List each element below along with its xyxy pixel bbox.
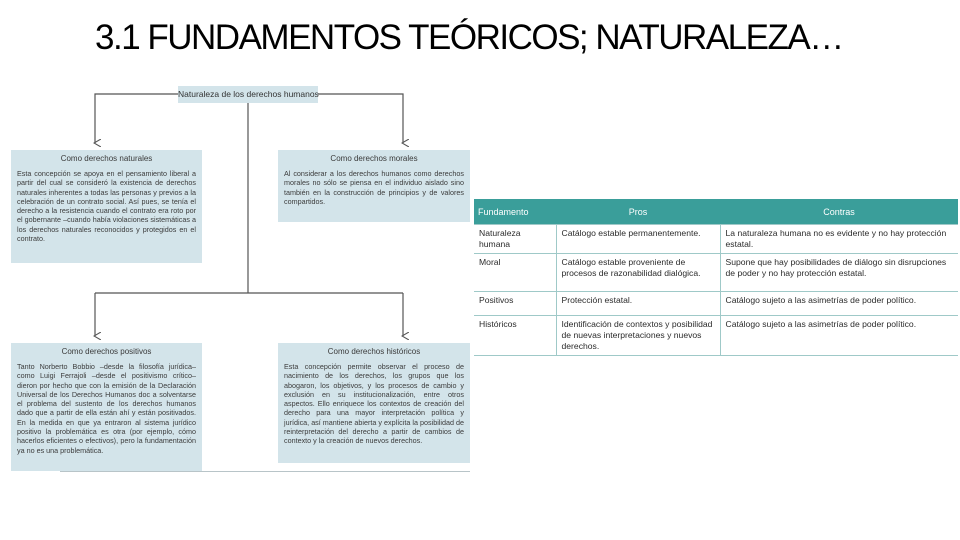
table-cell: Identificación de contextos y posibilidad de nuevas interpretaciones y nuevos derechos. bbox=[556, 316, 720, 356]
table-row bbox=[474, 225, 958, 254]
table-header: Contras bbox=[720, 199, 958, 225]
node-historical-rights bbox=[278, 343, 470, 463]
table-cell: La naturaleza humana no es evidente y no hay protección estatal. bbox=[720, 225, 958, 254]
table-cell: Catálogo estable permanentemente. bbox=[556, 225, 720, 254]
table-cell: Catálogo sujeto a las asimetrías de poder político. bbox=[720, 316, 958, 356]
divider-line bbox=[60, 471, 470, 472]
table-cell: Históricos bbox=[474, 316, 556, 356]
connector-right-top bbox=[318, 94, 403, 143]
node-text: Esta concepción permite observar el proceso de nacimiento de los derechos, los grupos que los abogaron, los objetivos, y los procesos de cambio y exclusión en su institucionalización, entre otros aspectos. Ello enriquece los contextos de creación del derecho para una mayor interpretación política y jurídica, así mantiene abierta y explícita la posibilidad de reinterpretación del derecho a partir de cambios de contexto y la creación de nuevos derechos. bbox=[284, 362, 464, 446]
node-moral-rights bbox=[278, 150, 470, 222]
comparison-table bbox=[474, 199, 958, 356]
node-heading: Como derechos positivos bbox=[61, 347, 152, 356]
slide-title: 3.1 FUNDAMENTOS TEÓRICOS; NATURALEZA… bbox=[95, 18, 843, 57]
table-header-row bbox=[474, 199, 958, 225]
table-cell: Naturaleza humana bbox=[474, 225, 556, 254]
diagram-root-node: Naturaleza de los derechos humanos bbox=[178, 86, 318, 103]
connector-left-top bbox=[95, 94, 178, 143]
node-natural-rights bbox=[11, 150, 202, 263]
table-cell: Supone que hay posibilidades de diálogo sin disrupciones de poder y no hay protección estatal. bbox=[720, 254, 958, 292]
table-cell: Catálogo sujeto a las asimetrías de poder político. bbox=[720, 292, 958, 316]
table-cell: Protección estatal. bbox=[556, 292, 720, 316]
table-cell: Positivos bbox=[474, 292, 556, 316]
node-heading: Como derechos históricos bbox=[327, 347, 421, 356]
table-row bbox=[474, 292, 958, 316]
table-row bbox=[474, 316, 958, 356]
table-header: Pros bbox=[556, 199, 720, 225]
table-cell: Catálogo estable proveniente de procesos de razonabilidad dialógica. bbox=[556, 254, 720, 292]
node-text: Tanto Norberto Bobbio –desde la filosofía jurídica– como Luigi Ferrajoli –desde el positivismo crítico– dieron por hecho que con la emisión de la Declaración Universal de los Derechos Humanos doc a solventarse el problema del sustento de los derechos humanos dado que a partir de ella están ahí y están positivados. En la medida en que ya entraron al sistema jurídico positivo la problemática es otra (por ejemplo, cómo hacerlos eficientes o efectivos), pero la fundamentación ya no es una problemática. bbox=[17, 362, 196, 455]
node-heading: Como derechos morales bbox=[330, 154, 418, 163]
comparison-table-wrapper bbox=[474, 199, 958, 356]
table-row bbox=[474, 254, 958, 292]
node-text: Esta concepción se apoya en el pensamiento liberal a partir del cual se consideró la existencia de derechos naturales inherentes a todas las personas y previos a la celebración de un contrato social. Así pues, se tenía el derecho a la resistencia cuando el contrato era roto por el gobernante –cuando había violaciones sistemáticas a los derechos naturales reconocidos y protegidos en el contrato. bbox=[17, 169, 196, 244]
node-text: Al considerar a los derechos humanos como derechos morales no sólo se piensa en el individuo aislado sino también en la construcción de principios y de valores compartidos. bbox=[284, 169, 464, 206]
node-positive-rights bbox=[11, 343, 202, 471]
table-cell: Moral bbox=[474, 254, 556, 292]
table-header: Fundamento bbox=[474, 199, 556, 225]
node-heading: Como derechos naturales bbox=[60, 154, 153, 163]
